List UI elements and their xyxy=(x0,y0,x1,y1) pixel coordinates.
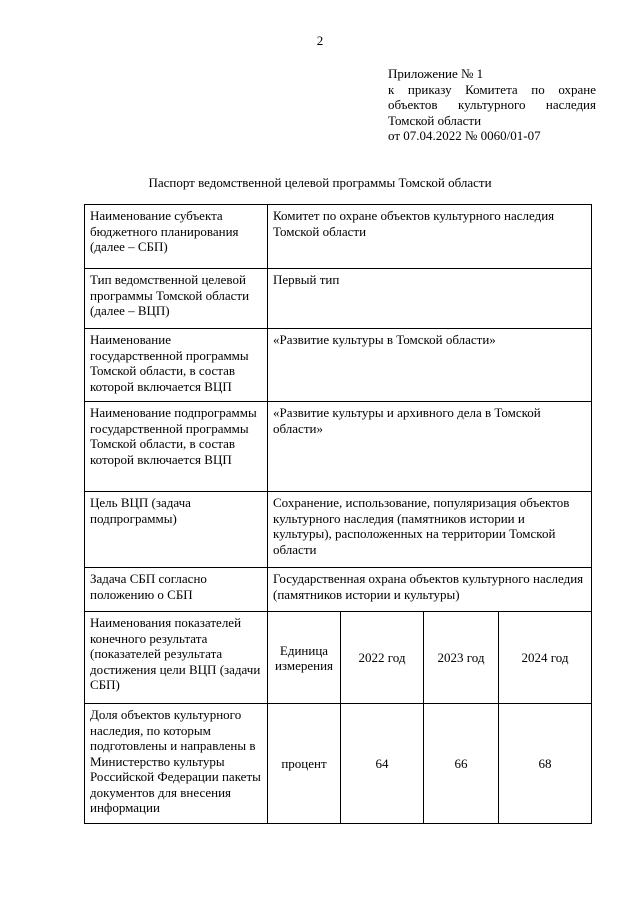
row-value: Сохранение, использование, популяризация объектов культурного наследия (памятников истории и культуры), расположенных на территории Томской области xyxy=(268,492,592,568)
appendix-line-3: объектов культурного наследия xyxy=(388,97,596,112)
appendix-block xyxy=(388,66,596,144)
indicators-data-row xyxy=(85,704,592,824)
row-label: Наименование субъекта бюджетного планирования (далее – СБП) xyxy=(85,205,268,269)
appendix-line-5: от 07.04.2022 № 0060/01-07 xyxy=(388,128,541,143)
passport-table xyxy=(84,204,592,824)
indicator-unit: процент xyxy=(268,704,341,824)
table-row xyxy=(85,568,592,612)
row-value: Первый тип xyxy=(268,269,592,329)
table-row xyxy=(85,329,592,402)
row-value: Комитет по охране объектов культурного наследия Томской области xyxy=(268,205,592,269)
table-row xyxy=(85,492,592,568)
row-label: Тип ведомственной целевой программы Томской области (далее – ВЦП) xyxy=(85,269,268,329)
indicator-value-2023: 66 xyxy=(424,704,499,824)
row-value: «Развитие культуры и архивного дела в Томской области» xyxy=(268,402,592,492)
page-number: 2 xyxy=(316,33,324,48)
table-row xyxy=(85,269,592,329)
indicator-value-2022: 64 xyxy=(341,704,424,824)
row-label: Наименование государственной программы Томской области, в состав которой включается ВЦП xyxy=(85,329,268,402)
unit-header: Единица измерения xyxy=(268,612,341,704)
appendix-line-4: Томской области xyxy=(388,112,482,128)
appendix-line-1: Приложение № 1 xyxy=(388,66,484,81)
appendix-line-2: к приказу Комитета по охране xyxy=(388,81,596,97)
indicator-value-2024: 68 xyxy=(499,704,592,824)
row-label: Цель ВЦП (задача подпрограммы) xyxy=(85,492,268,568)
indicators-header-row xyxy=(85,612,592,704)
table-row xyxy=(85,205,592,269)
indicators-header-label: Наименования показателей конечного результата (показателей результата достижения цели ВЦП (задачи СБП) xyxy=(85,612,268,704)
year-header-2023: 2023 год xyxy=(424,612,499,704)
document-title: Паспорт ведомственной целевой программы Томской области xyxy=(148,175,492,190)
row-label: Наименование подпрограммы государственной программы Томской области, в состав которой включается ВЦП xyxy=(85,402,268,492)
indicator-label: Доля объектов культурного наследия, по которым подготовлены и направлены в Министерство культуры Российской Федерации пакеты документов для внесения информации xyxy=(85,704,268,824)
year-header-2024: 2024 год xyxy=(499,612,592,704)
year-header-2022: 2022 год xyxy=(341,612,424,704)
row-label: Задача СБП согласно положению о СБП xyxy=(85,568,268,612)
table-row xyxy=(85,402,592,492)
row-value: Государственная охрана объектов культурного наследия (памятников истории и культуры) xyxy=(268,568,592,612)
row-value: «Развитие культуры в Томской области» xyxy=(268,329,592,402)
